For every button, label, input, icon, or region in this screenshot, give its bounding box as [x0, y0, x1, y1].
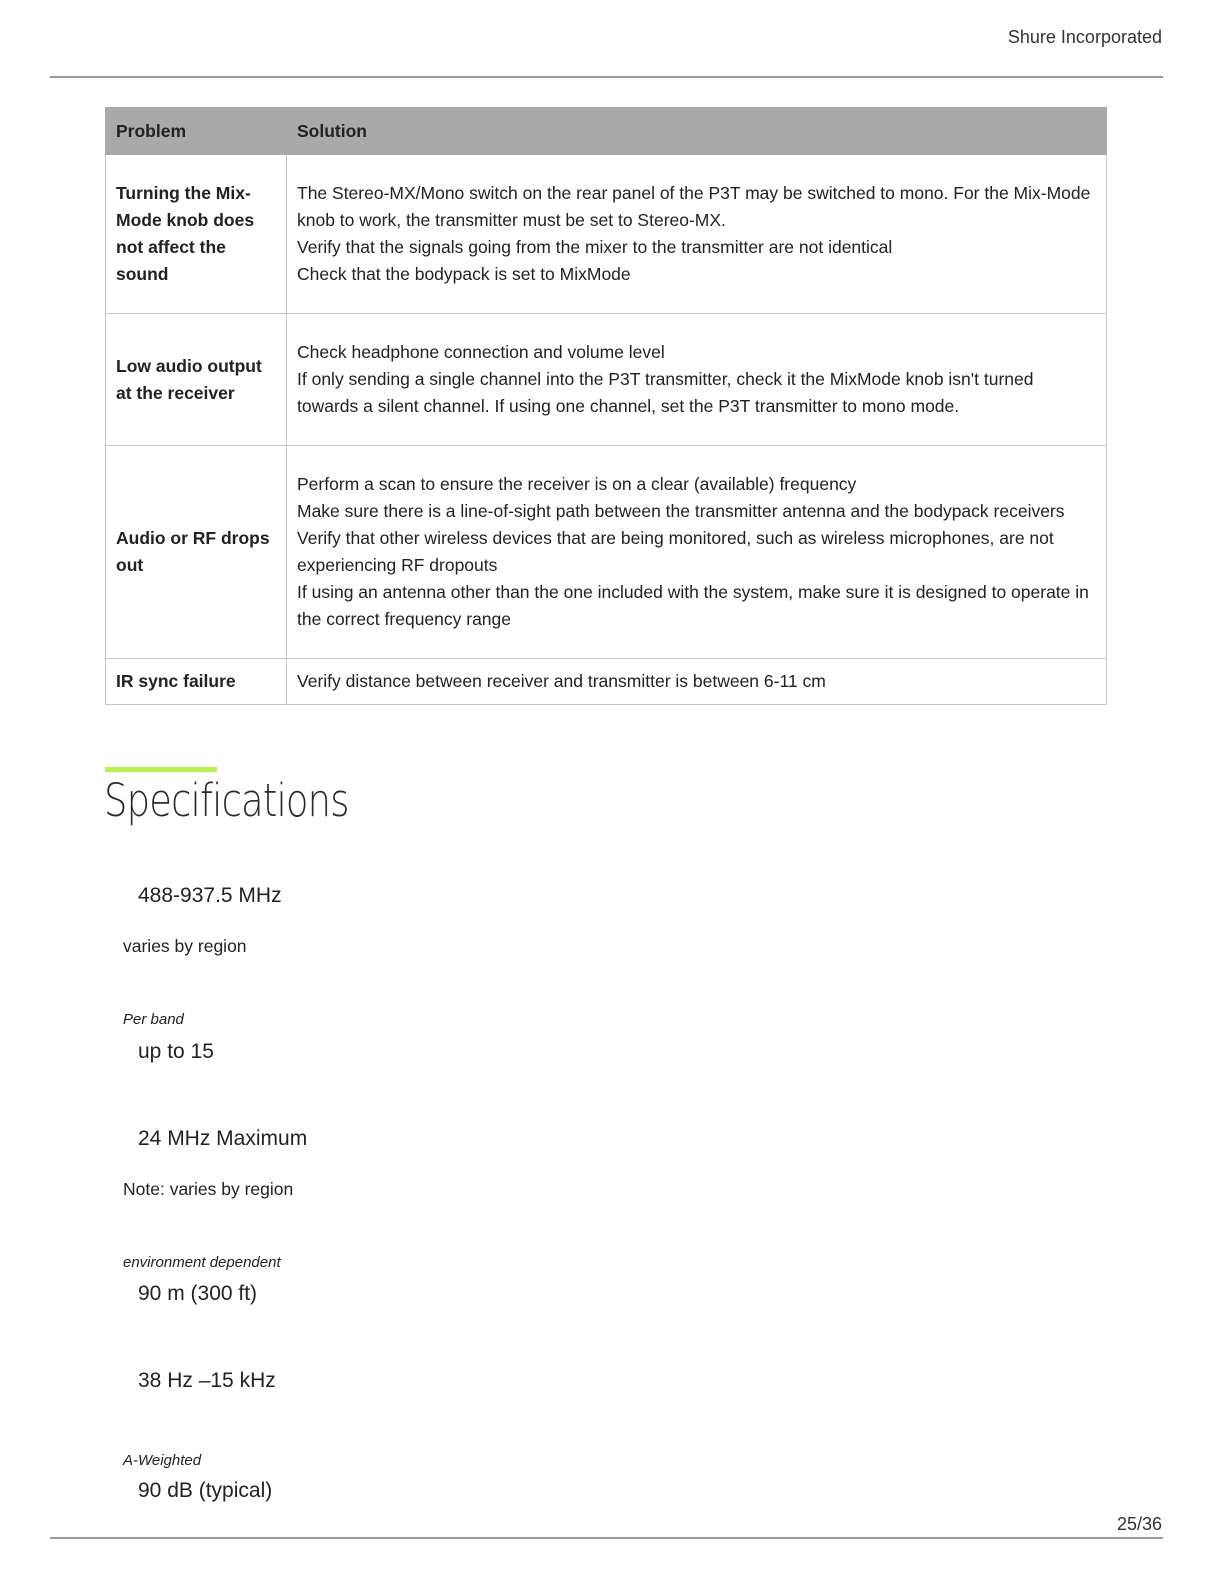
solution-line: Check headphone connection and volume level: [297, 342, 665, 362]
spec-qualifier: Per band: [123, 1011, 184, 1028]
table-header-row: [106, 108, 1107, 155]
column-header-solution: Solution: [287, 108, 1107, 155]
spec-qualifier: environment dependent: [123, 1254, 281, 1271]
spec-value: 24 MHz Maximum: [138, 1127, 308, 1150]
solution-line: Verify that other wireless devices that are being monitored, such as wireless microphones, are not experiencing RF dropouts: [297, 528, 1054, 575]
page-number: 25/36: [1116, 1514, 1162, 1534]
header-divider: [50, 76, 1163, 78]
problem-cell: Audio or RF drops out: [106, 446, 287, 659]
solution-line: Check that the bodypack is set to MixMode: [297, 264, 631, 284]
table-row: [106, 446, 1107, 659]
solution-cell: [287, 314, 1107, 446]
solution-line: Verify that the signals going from the mixer to the transmitter are not identical: [297, 237, 893, 257]
spec-value: 488-937.5 MHz: [138, 884, 282, 907]
spec-value: 90 dB (typical): [138, 1479, 273, 1502]
spec-note: varies by region: [123, 936, 247, 956]
solution-cell: [287, 659, 1107, 705]
solution-line: Perform a scan to ensure the receiver is on a clear (available) frequency: [297, 474, 857, 494]
solution-line: Make sure there is a line-of-sight path between the transmitter antenna and the bodypack receivers: [297, 501, 1065, 521]
troubleshooting-table: [105, 107, 1107, 705]
solution-line: If only sending a single channel into the P3T transmitter, check it the MixMode knob isn't turned towards a silent channel. If using one channel, set the P3T transmitter to mono mode.: [297, 369, 1034, 416]
spec-note: Note: varies by region: [123, 1179, 294, 1199]
problem-cell: IR sync failure: [106, 659, 287, 705]
spec-value: 38 Hz –15 kHz: [138, 1369, 276, 1392]
section-accent-bar: [105, 767, 217, 772]
solution-cell: [287, 155, 1107, 314]
solution-line: The Stereo-MX/Mono switch on the rear panel of the P3T may be switched to mono. For the Mix-Mode knob to work, the transmitter must be set to Stereo-MX.: [297, 183, 1091, 230]
spec-qualifier: A-Weighted: [123, 1452, 202, 1469]
spec-value: up to 15: [138, 1040, 214, 1063]
section-title: Specifications: [104, 774, 349, 827]
problem-cell: Low audio output at the receiver: [106, 314, 287, 446]
solution-line: If using an antenna other than the one included with the system, make sure it is designed to operate in the correct frequency range: [297, 582, 1089, 629]
footer-divider: [50, 1537, 1163, 1539]
problem-cell: Turning the Mix-Mode knob does not affect the sound: [106, 155, 287, 314]
table-row: [106, 314, 1107, 446]
column-header-problem: Problem: [106, 108, 287, 155]
table-row: [106, 155, 1107, 314]
spec-value: 90 m (300 ft): [138, 1282, 258, 1305]
solution-line: Verify distance between receiver and transmitter is between 6-11 cm: [297, 671, 826, 691]
table-row: [106, 659, 1107, 705]
company-name: Shure Incorporated: [1007, 27, 1162, 47]
solution-cell: [287, 446, 1107, 659]
